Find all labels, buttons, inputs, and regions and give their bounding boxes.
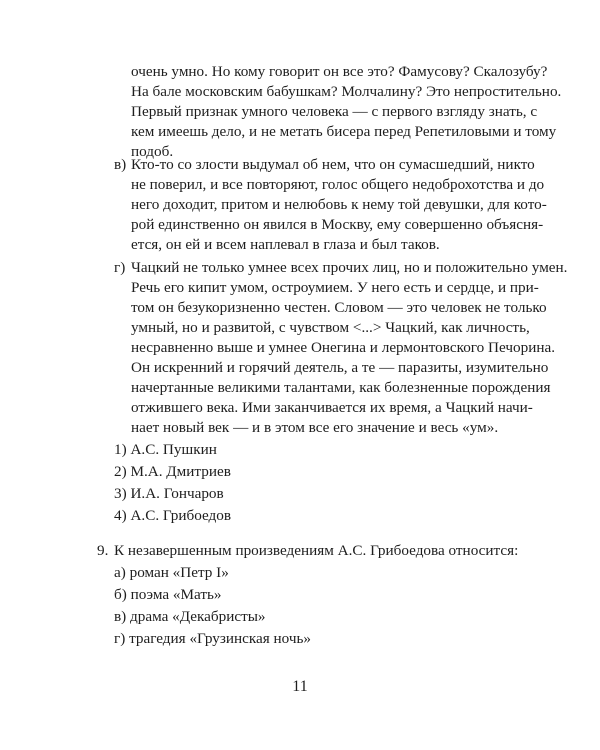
answer-option: 3) И.А. Гончаров	[114, 485, 224, 502]
question-9-option: б) поэма «Мать»	[114, 586, 222, 603]
paragraph-b-line: очень умно. Но кому говорит он все это? Фамусову? Скалозубу?	[131, 63, 548, 80]
paragraph-g-line: умный, но и развитой, с чувством <...> Чацкий, как личность,	[131, 319, 530, 336]
question-9-text: К незавершенным произведениям А.С. Грибоедова относится:	[114, 542, 519, 559]
page-number: 11	[292, 678, 308, 695]
answer-option: 2) М.А. Дмитриев	[114, 463, 231, 480]
paragraph-g-line: несравненно выше и умнее Онегина и лермонтовского Печорина.	[131, 339, 555, 356]
paragraph-v-line: ется, он ей и всем наплевал в глаза и был таков.	[131, 236, 440, 253]
paragraph-g-line: Чацкий не только умнее всех прочих лиц, но и положительно умен.	[131, 259, 568, 276]
paragraph-v-line: него доходит, притом и нелюбовь к нему той девушки, для кото-	[131, 196, 547, 213]
paragraph-b-line: кем имеешь дело, и не метать бисера перед Репетиловыми и тому	[131, 123, 557, 140]
paragraph-g-line: Он искренний и горячий деятель, а те — паразиты, изумительно	[131, 359, 549, 376]
paragraph-b-line: подоб.	[131, 143, 174, 160]
answer-option: 4) А.С. Грибоедов	[114, 507, 232, 524]
paragraph-v-line: не поверил, и все повторяют, голос общего недоброхотства и до	[131, 176, 545, 193]
paragraph-b-line: Первый признак умного человека — с первого взгляду знать, с	[131, 103, 538, 120]
paragraph-b-line: На бале московским бабушкам? Молчалину? Это непростительно.	[131, 83, 562, 100]
paragraph-v-line: рой единственно он явился в Москву, ему совершенно объясня-	[131, 216, 544, 233]
paragraph-g-line: том он безукоризненно честен. Словом — это человек не только	[131, 299, 547, 316]
question-9-option: а) роман «Петр I»	[114, 564, 229, 581]
question-9-option: в) драма «Декабристы»	[114, 608, 266, 625]
answer-option: 1) А.С. Пушкин	[114, 441, 217, 458]
paragraph-g-line: отжившего века. Ими заканчивается их время, а Чацкий начи-	[131, 399, 533, 416]
paragraph-g-line: нает новый век — и в этом все его значение и весь «ум».	[131, 419, 499, 436]
paragraph-v-line: Кто-то со злости выдумал об нем, что он сумасшедший, никто	[131, 156, 535, 173]
question-9-number: 9.	[97, 542, 109, 559]
paragraph-g-line: Речь его кипит умом, остроумием. У него есть и сердце, и при-	[131, 279, 539, 296]
question-9-option: г) трагедия «Грузинская ночь»	[114, 630, 312, 647]
option-marker-v: в)	[114, 156, 127, 173]
option-marker-g: г)	[114, 259, 126, 276]
paragraph-g-line: начертанные великими талантами, как болезненные порождения	[131, 379, 551, 396]
